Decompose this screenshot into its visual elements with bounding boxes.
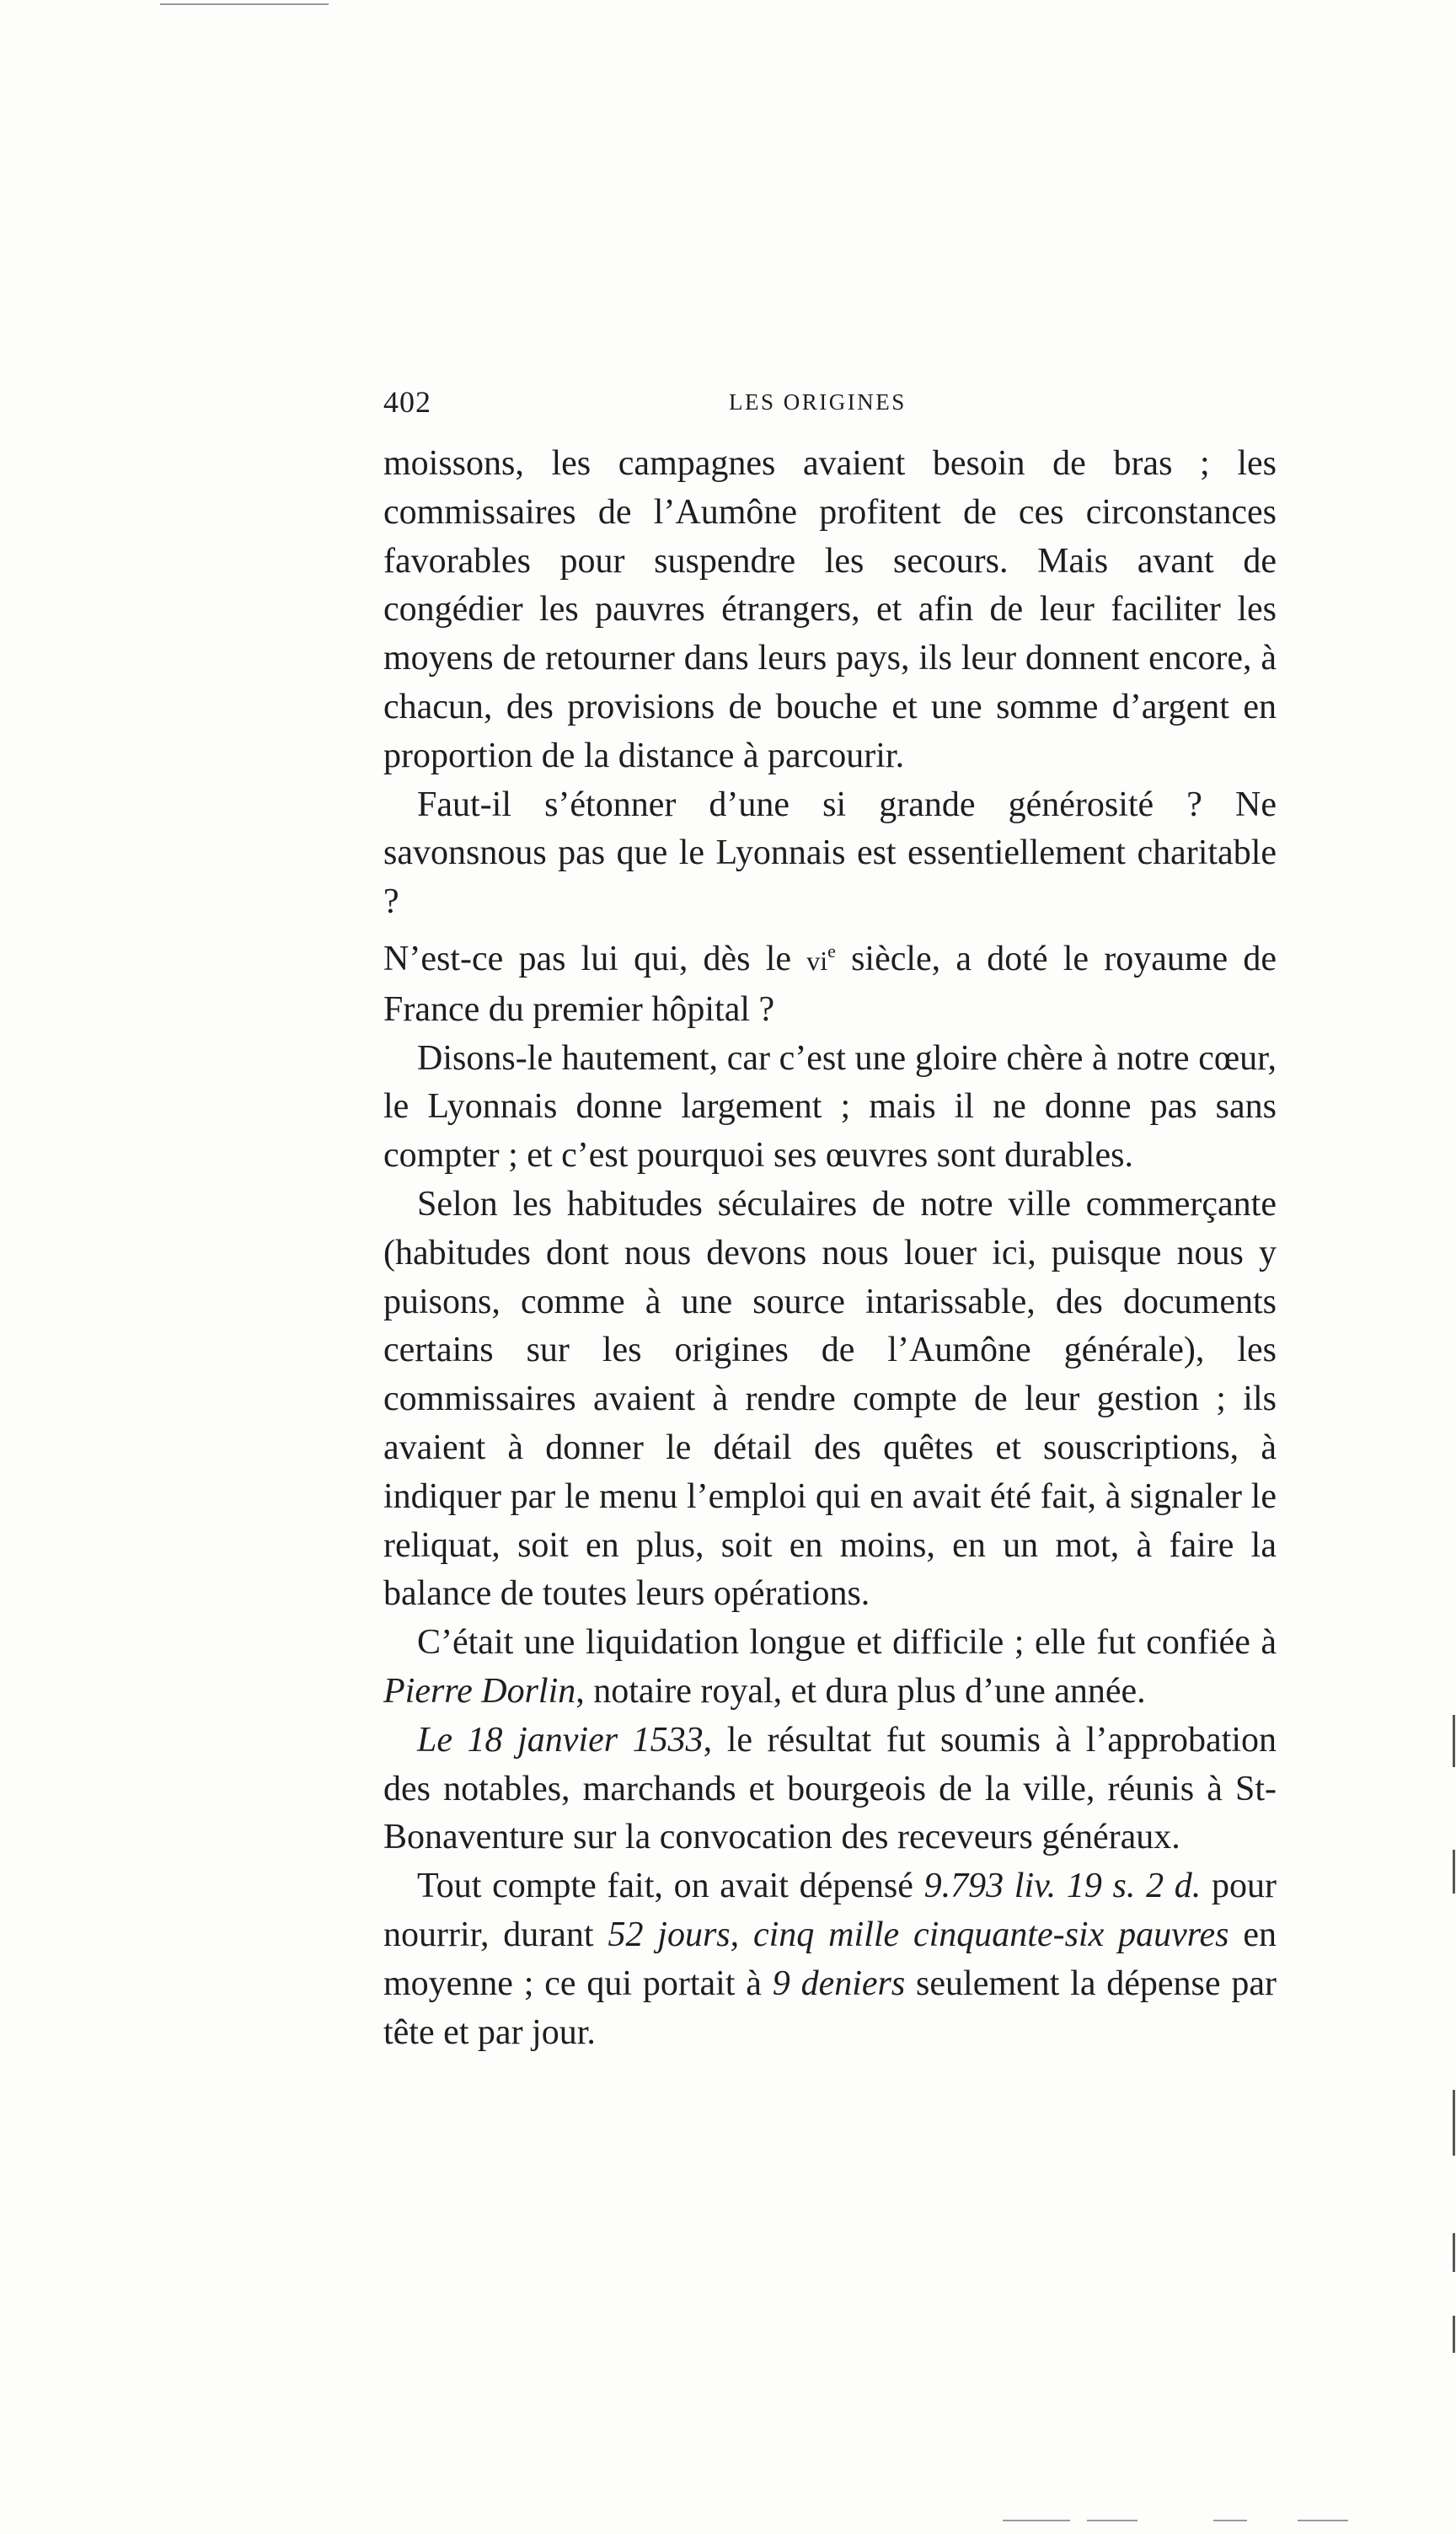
page-number: 402 — [383, 385, 431, 419]
running-head: LES ORIGINES — [729, 389, 907, 415]
century-numeral — [806, 940, 836, 978]
margin-mark — [1453, 2233, 1455, 2272]
body-text — [383, 440, 1277, 2057]
paragraph-3 — [383, 927, 1277, 1035]
paragraph-6-text-end: , notaire royal, et dura plus d’une année. — [575, 1671, 1146, 1711]
notary-name: Pierre Dorlin — [383, 1671, 576, 1711]
margin-mark — [1453, 2316, 1455, 2353]
meeting-date: Le 18 janvier 1533 — [417, 1720, 704, 1760]
century-roman: vi — [806, 945, 828, 976]
paragraph-3-text: N’est-ce pas lui qui, dès le — [383, 939, 807, 978]
margin-mark — [1453, 1850, 1455, 1894]
paragraph-5: Selon les habitudes séculaires de notre ville commerçante (habitudes dont nous devons nous louer ici, puisque nous y puisons, comme à une source intarissable, des documents certains sur les origines de l’Aumône générale), les commissaires avaient à rendre compte de leur gestion ; ils avaient à donner le détail des quêtes et souscriptions, à indiquer par le menu l’emploi qui en avait été fait, à signaler le reliquat, soit en plus, soit en moins, en un mot, à faire la balance de toutes leurs opérations. — [383, 1184, 1277, 1614]
page-header — [383, 384, 1277, 426]
paragraph-8-text-4: seulement la dépense par tête et par jour. — [383, 1963, 1277, 2052]
cost-per-head: 9 deniers — [772, 1963, 906, 2003]
bottom-rule — [1298, 2520, 1348, 2521]
paragraph-7-text: , le résultat fut soumis à l’approbation des notables, marchands et bourgeois de la ville, réunis à St-Bonaventure sur la convocation des receveurs généraux. — [383, 1720, 1277, 1857]
top-left-rule — [160, 3, 329, 5]
paragraph-8-text-1: Tout compte fait, on avait dépensé — [417, 1867, 924, 1906]
century-ordinal: e — [827, 940, 836, 962]
bottom-rule — [1003, 2520, 1070, 2521]
paragraph-4: Disons-le hautement, car c’est une gloire chère à notre cœur, le Lyonnais donne largement ; mais il ne donne pas sans compter ; et c’est pourquoi ses œuvres sont durables. — [383, 1038, 1277, 1176]
paragraph-6 — [383, 1619, 1277, 1717]
expense-amount: 9.793 liv. 19 s. 2 d. — [923, 1867, 1202, 1906]
bottom-rule — [1087, 2520, 1138, 2521]
paragraph-6-text: C’était une liquidation longue et difficile ; elle fut confiée à — [417, 1623, 1277, 1663]
duration-and-count: 52 jours, cinq mille cinquante-six pauvres — [608, 1915, 1229, 1954]
paragraph-7 — [383, 1717, 1277, 1862]
paragraph-8 — [383, 1862, 1277, 2057]
paragraph-2: Faut-il s’étonner d’une si grande générosité ? Ne savonsnous pas que le Lyonnais est essentiellement charitable ? — [383, 785, 1277, 922]
paragraph-3-text-end: siècle, a doté le royaume de France du premier hôpital ? — [383, 939, 1277, 1029]
paragraph-8-text-2: pour nourrir, durant — [383, 1867, 1277, 1954]
margin-mark — [1453, 1715, 1455, 1767]
paragraph-8-text-3: en moyenne ; ce qui portait à — [383, 1915, 1277, 2003]
bottom-rule — [1213, 2520, 1247, 2521]
paragraph-1: moissons, les campagnes avaient besoin de bras ; les commissaires de l’Aumône profitent de ces circonstances favorables pour suspendre les secours. Mais avant de congédier les pauvres étrangers, et afin de leur faciliter les moyens de retourner dans leurs pays, ils leur donnent encore, à chacun, des provisions de bouche et une somme d’argent en proportion de la distance à parcourir. — [383, 444, 1277, 775]
margin-mark — [1453, 2090, 1455, 2156]
